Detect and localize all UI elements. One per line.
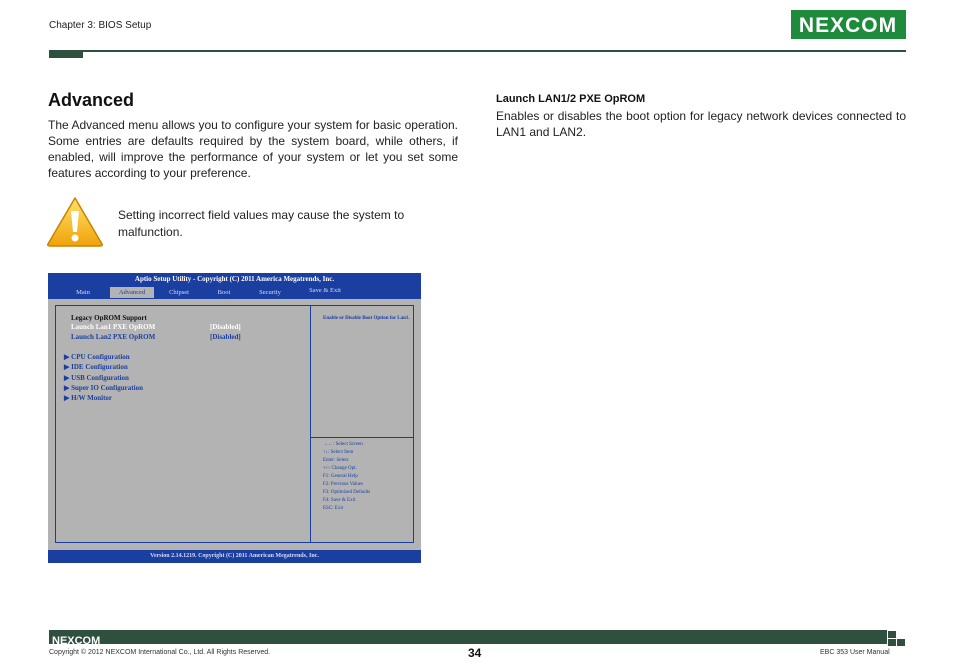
bios-tab-security[interactable]: Security (259, 289, 281, 296)
bios-version-bar: Version 2.14.1219. Copyright (C) 2011 American Megatrends, Inc. (48, 550, 421, 563)
bios-option-lan1-value[interactable]: [Disabled] (210, 323, 241, 331)
bios-tab-advanced[interactable]: Advanced (110, 287, 154, 298)
bios-option-lan1-label[interactable]: Launch Lan1 PXE OpROM (71, 323, 156, 331)
bios-key-item: F2: Previous Values (323, 482, 363, 487)
bios-key-item: Enter: Select (323, 458, 349, 463)
bios-key-item: ↑↓: Select Item (323, 450, 354, 455)
footer-squares-icon (887, 630, 906, 646)
option-description: Enables or disables the boot option for legacy network devices connected to LAN1 and LAN2. (496, 109, 906, 139)
bios-option-lan2-label[interactable]: Launch Lan2 PXE OpROM (71, 333, 156, 341)
warning-icon (45, 195, 105, 248)
bios-help-text: Enable or Disable Boot Option for Lan1. (323, 316, 410, 321)
bios-submenu-hw-monitor[interactable]: ▶ H/W Monitor (64, 394, 113, 402)
bios-key-item: →←: Select Screen (323, 442, 363, 447)
logo-text: NEXCOM (798, 14, 898, 37)
nexcom-logo (791, 10, 906, 39)
chapter-label: Chapter 3: BIOS Setup (49, 20, 152, 31)
bios-key-item: +/-: Change Opt. (323, 466, 357, 471)
section-title: Advanced (48, 90, 135, 110)
bios-key-item: F4: Save & Exit (323, 498, 356, 503)
footer-bar (49, 630, 906, 644)
bios-submenu-cpu[interactable]: ▶ CPU Configuration (64, 353, 130, 361)
bios-submenu-ide[interactable]: ▶ IDE Configuration (64, 363, 128, 371)
bios-submenu-usb[interactable]: ▶ USB Configuration (64, 374, 129, 382)
header-rule (49, 50, 906, 52)
bios-key-item: F3: Optimized Defaults (323, 490, 371, 495)
intro-paragraph: The Advanced menu allows you to configure your system for basic operation. Some entries are defaults required by the system board, while others, if enabled, will improve the performance of your system or let you set some features according to your preference. (48, 118, 458, 180)
bios-option-lan2-value[interactable]: [Disabled] (210, 333, 241, 341)
option-title: Launch LAN1/2 PXE OpROM (496, 93, 646, 105)
bios-tab-main[interactable]: Main (76, 289, 90, 296)
header-accent-bar (49, 51, 83, 58)
bios-key-item: F1: General Help (323, 474, 358, 479)
bios-panel-divider (310, 305, 311, 543)
page-number: 34 (468, 646, 482, 660)
copyright-text: Copyright © 2012 NEXCOM International Co., Ltd. All Rights Reserved. (49, 649, 271, 656)
bios-tab-bar (48, 285, 421, 299)
bios-tab-boot[interactable]: Boot (217, 289, 231, 296)
bios-tab-chipset[interactable]: Chipset (169, 289, 189, 296)
bios-submenu-superio[interactable]: ▶ Super IO Configuration (64, 384, 143, 392)
footer-nexcom-logo (52, 632, 108, 643)
bios-key-legend (323, 441, 413, 513)
bios-help-divider (310, 437, 414, 438)
manual-name: EBC 353 User Manual (820, 649, 890, 656)
bios-screenshot (48, 273, 421, 563)
bios-tab-save-exit[interactable]: Save & Exit (309, 287, 341, 294)
footer-logo-text: NEXCOM (52, 635, 101, 645)
warning-text: Setting incorrect field values may cause the system to malfunction. (118, 208, 405, 239)
bios-key-item: ESC: Exit (323, 506, 344, 511)
bios-title-bar: Aptio Setup Utility - Copyright (C) 2011 America Megatrends, Inc. (48, 273, 421, 285)
bios-section-heading: Legacy OpROM Support (71, 314, 147, 322)
